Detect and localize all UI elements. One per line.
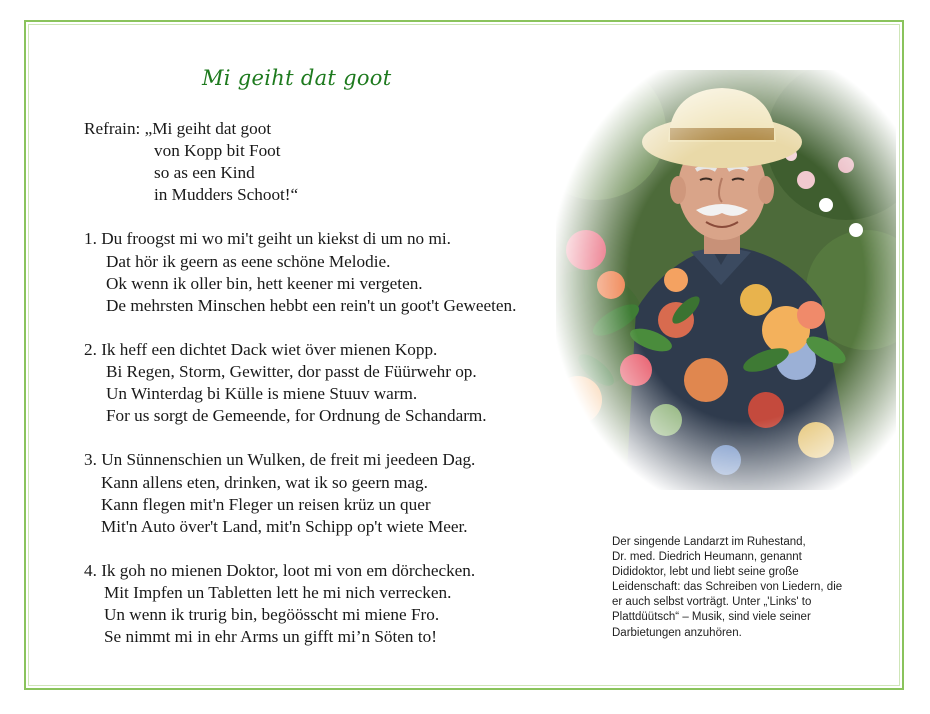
- verse-line: Kann flegen mit'n Fleger un reisen krüz un quer: [101, 494, 431, 514]
- photo-caption: [612, 535, 882, 641]
- verse-line: De mehrsten Minschen hebbt een rein't un goot't Geweeten.: [106, 295, 517, 315]
- caption-line: Plattdüütsch“ – Musik, sind viele seiner: [612, 611, 811, 624]
- verse-line: Ok wenn ik oller bin, hett keener mi vergeten.: [106, 273, 423, 293]
- stanza-gap: [84, 538, 516, 560]
- verse-line: 4. Ik goh no mienen Doktor, loot mi von em dörchecken.: [84, 560, 476, 580]
- verse-line: Un wenn ik trurig bin, begöösscht mi miene Fro.: [104, 605, 440, 625]
- verse-line: Mit Impfen un Tabletten lett he mi nich verrecken.: [104, 582, 452, 602]
- verse-line: 2. Ik heff een dichtet Dack wiet över mienen Kopp.: [84, 339, 438, 359]
- verse-line: For us sorgt de Gemeende, for Ordnung de Schandarm.: [106, 406, 487, 426]
- caption-line: er auch selbst vorträgt. Unter „'Links' to: [612, 596, 812, 609]
- verse-line: Dat hör ik geern as eene schöne Melodie.: [106, 251, 391, 271]
- verse-line: 3. Un Sünnenschien un Wulken, de freit mi jeedeen Dag.: [84, 450, 476, 470]
- refrain: [84, 118, 516, 206]
- caption-line: Dr. med. Diedrich Heumann, genannt: [612, 551, 802, 564]
- verse-line: Mit'n Auto över't Land, mit'n Schipp op't wiete Meer.: [101, 516, 468, 536]
- verse-1: [84, 228, 516, 316]
- verse-line: Se nimmt mi in ehr Arms un gifft mi’n Söten to!: [104, 627, 437, 647]
- refrain-line: von Kopp bit Foot: [154, 141, 281, 161]
- verse-4: [84, 560, 516, 648]
- stanza-gap: [84, 317, 516, 339]
- refrain-line: Refrain: „Mi geiht dat goot: [84, 119, 272, 138]
- caption-line: Darbietungen anzuhören.: [612, 626, 742, 639]
- stanza-gap: [84, 206, 516, 228]
- refrain-line: in Mudders Schoot!“: [154, 185, 299, 205]
- verse-line: 1. Du froogst mi wo mi't geiht un kiekst di um no mi.: [84, 229, 451, 249]
- stanza-gap: [84, 427, 516, 449]
- verse-line: Kann allens eten, drinken, wat ik so geern mag.: [101, 472, 428, 492]
- verse-2: [84, 339, 516, 427]
- verse-line: Un Winterdag bi Külle is miene Stuuv warm.: [106, 384, 418, 404]
- caption-line: Dididoktor, lebt und liebt seine große: [612, 566, 799, 579]
- poem-title: Mi geiht dat goot: [202, 66, 392, 90]
- verse-line: Bi Regen, Storm, Gewitter, dor passt de Füürwehr op.: [106, 362, 477, 382]
- caption-line: Der singende Landarzt im Ruhestand,: [612, 536, 806, 548]
- portrait-photo: [556, 70, 896, 490]
- refrain-line: so as een Kind: [154, 163, 255, 183]
- poem-text: [84, 118, 516, 648]
- caption-line: Leidenschaft: das Schreiben von Liedern, die: [612, 581, 843, 594]
- verse-3: [84, 449, 516, 537]
